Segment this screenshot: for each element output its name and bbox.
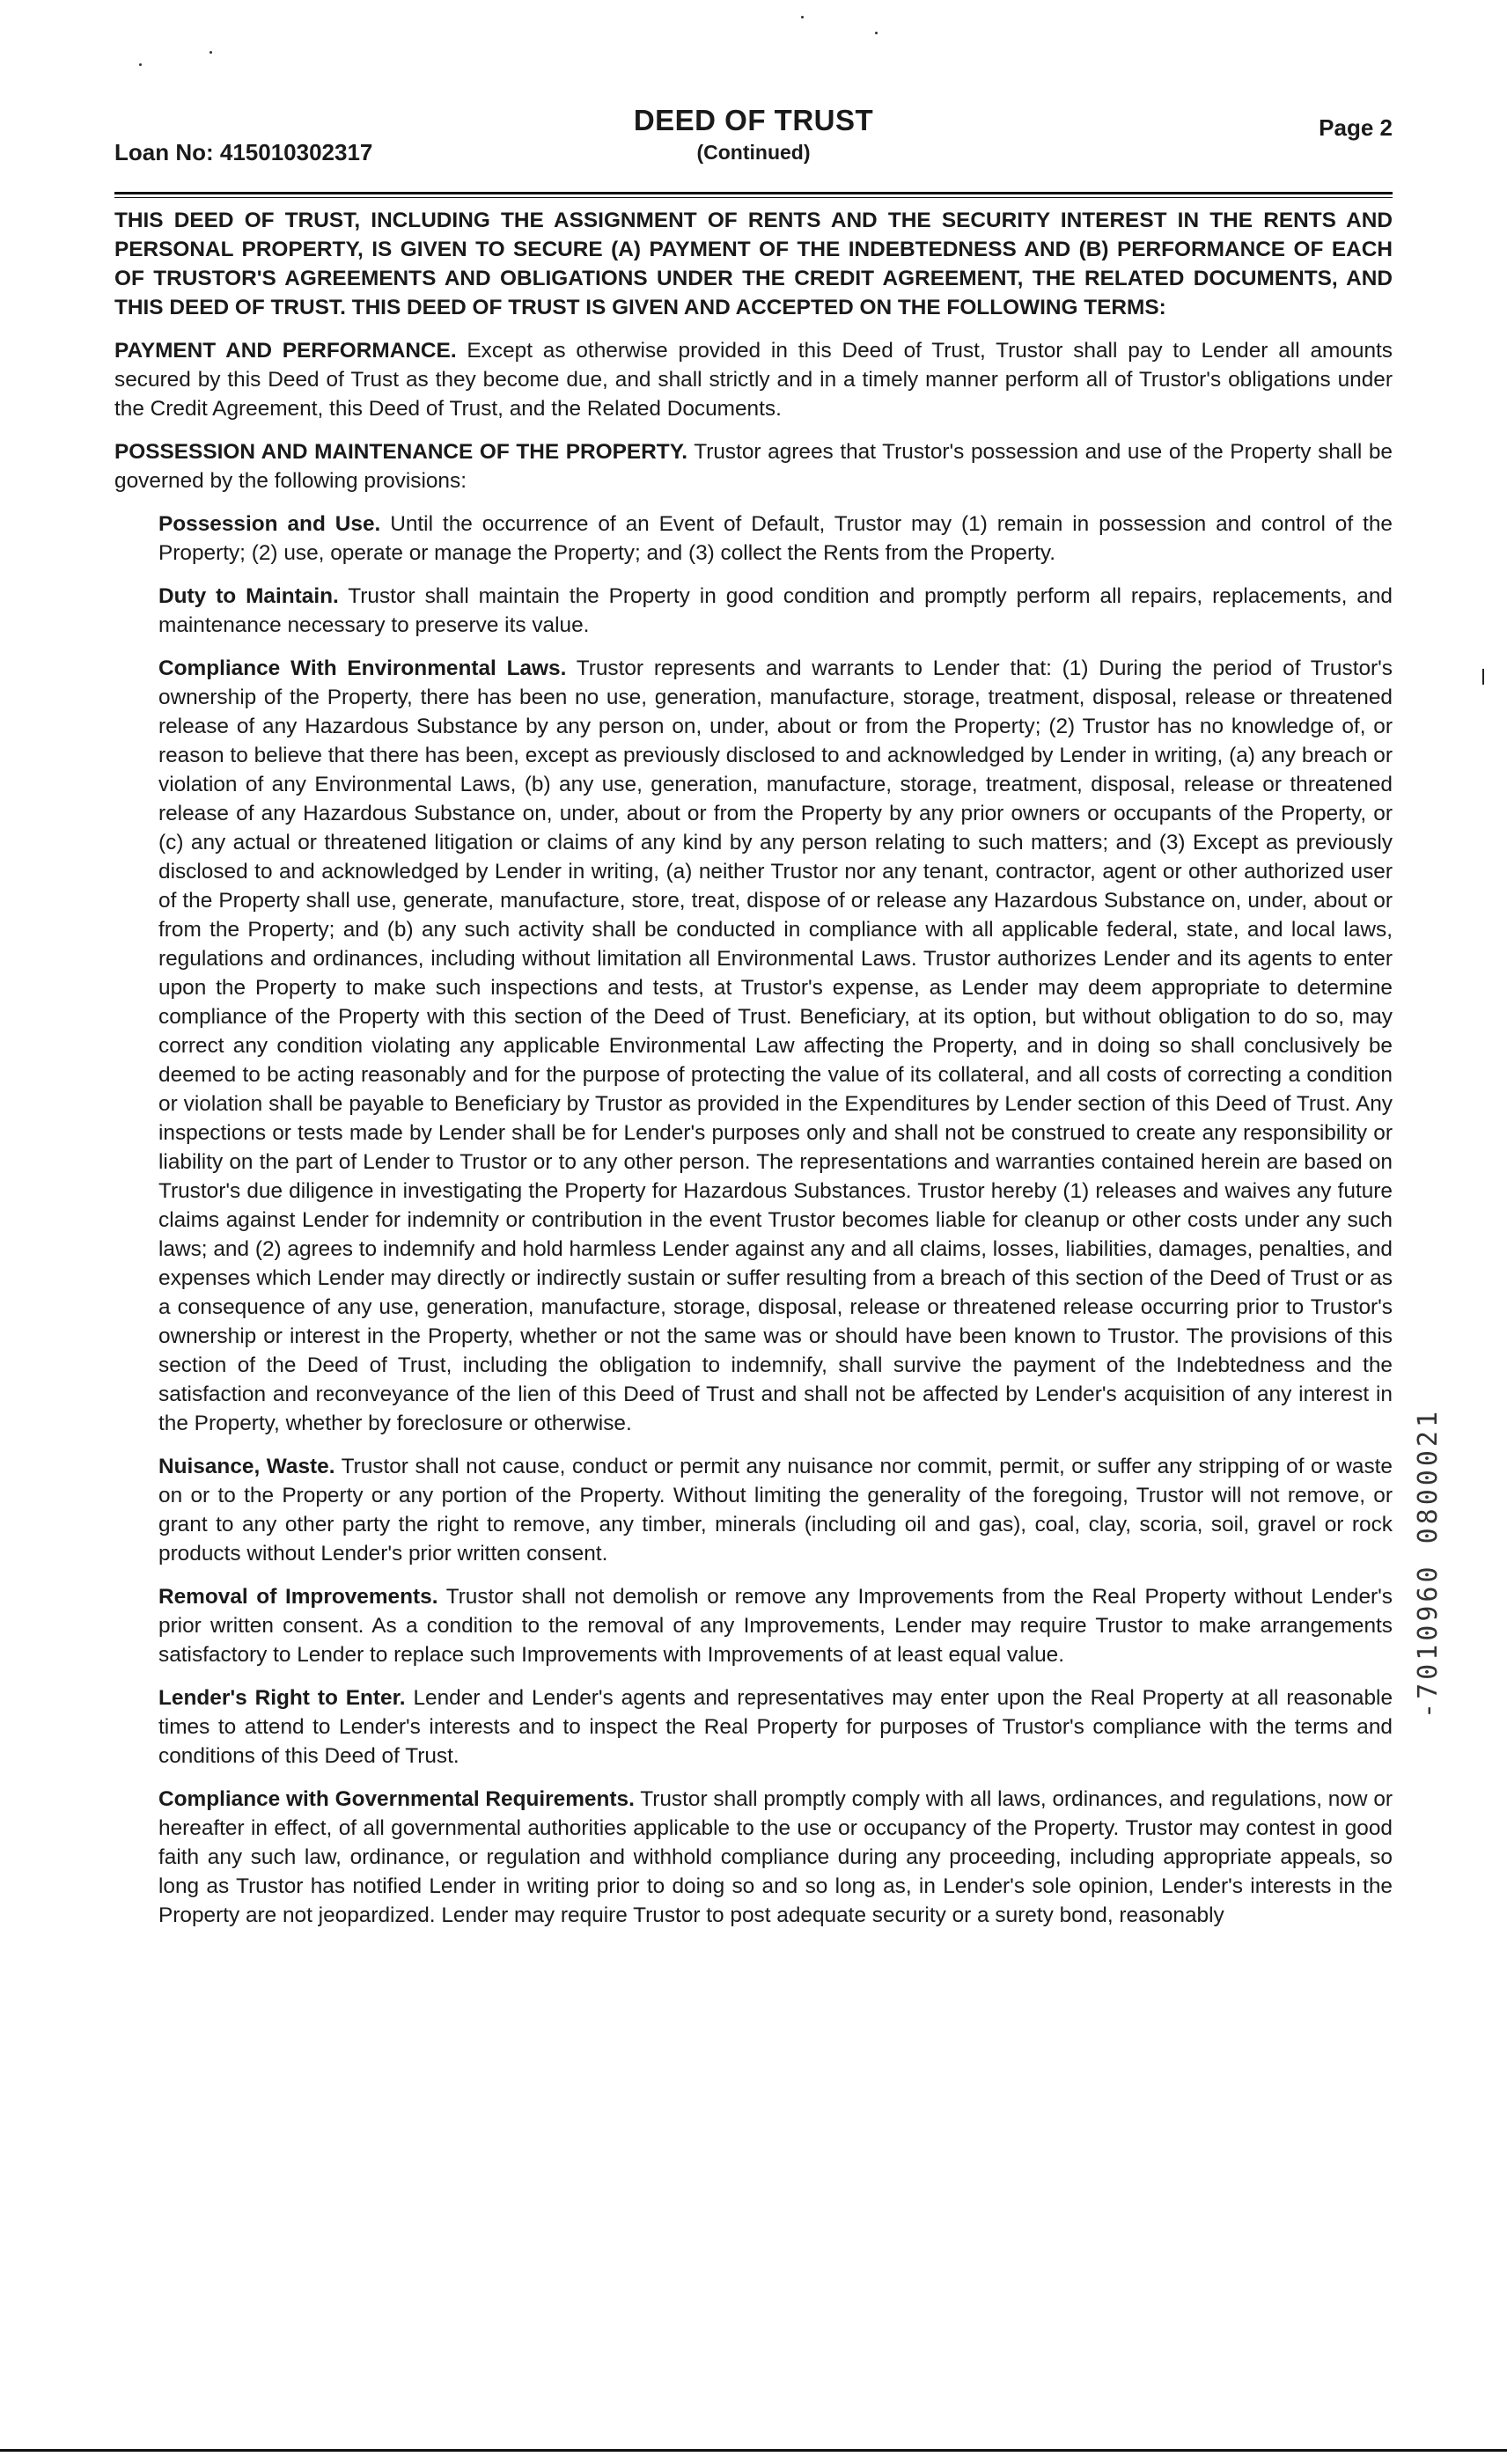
header-rule-thin [114,197,1393,198]
scan-speck [801,16,804,18]
recording-number-stamp: -7010960 0800021 [1413,1408,1444,1719]
subsection-heading: Possession and Use. [158,512,381,536]
section-text: Trustor agrees that Trustor's possession and use of the Property shall be governed by the following provisions: [114,440,1393,493]
page-bottom-rule [0,2449,1507,2452]
subsection-nuisance-waste [158,1452,1393,1568]
section-possession-maintenance [114,437,1393,495]
subsection-text: Trustor shall promptly comply with all laws, ordinances, and regulations, now or hereafter in effect, of all governmental authorities applicable to the use or occupancy of the Property. Trustor may contest in good faith any such law, ordinance, or regulation and withhold compliance during any proceeding, including appropriate appeals, so long as Trustor has notified Lender in writing prior to doing so and so long as, in Lender's sole opinion, Lender's interests in the Property are not jeopardized. Lender may require Trustor to post adequate security or a surety bond, reasonably [158,1787,1393,1927]
scan-speck [210,51,212,54]
section-text: Except as otherwise provided in this Deed of Trust, Trustor shall pay to Lender all amounts secured by this Deed of Trust as they become due, and shall strictly and in a timely manner perform all of Trustor's obligations under the Credit Agreement, this Deed of Trust, and the Related Documents. [114,339,1393,421]
document-title: DEED OF TRUST [633,104,874,136]
subsection-right-to-enter [158,1683,1393,1771]
subsection-heading: Nuisance, Waste. [158,1455,335,1478]
subsection-text: Trustor represents and warrants to Lender that: (1) During the period of Trustor's ownership of the Property, there has been no use, generation, manufacture, storage, treatment, disposal, release or threatened release of any Hazardous Substance by any person on, under, about or from the Property; (2) Trustor has no knowledge of, or reason to believe that there has been, except as previously disclosed to and acknowledged by Lender in writing, (a) any breach or violation of any Environmental Laws, (b) any use, generation, manufacture, storage, treatment, disposal, release or threatened release of any Hazardous Substance on, under, about or from the Property by any prior owners or occupants of the Property, or (c) any actual or threatened litigation or claims of any kind by any person relating to such matters; and (3) Except as previously disclosed to and acknowledged by Lender in writing, (a) neither Trustor nor any tenant, contractor, agent or other authorized user of the Property shall use, generate, manufacture, store, treat, dispose of or release any Hazardous Substance on, under, about or from the Property; and (b) any such activity shall be conducted in compliance with all applicable federal, state, and local laws, regulations and ordinances, including without limitation all Environmental Laws. Trustor authorizes Lender and its agents to enter upon the Property to make such inspections and tests, at Trustor's expense, as Lender may deem appropriate to determine compliance of the Property with this section of the Deed of Trust. Beneficiary, at its option, but without obligation to do so, may correct any condition violating any applicable Environmental Law affecting the Property, and in doing so shall conclusively be deemed to be acting reasonably and for the purpose of protecting the value of its collateral, and all costs of correcting a condition or violation shall be payable to Beneficiary by Trustor as provided in the Expenditures by Lender section of this Deed of Trust. Any inspections or tests made by Lender shall be for Lender's purposes only and shall not be construed to create any responsibility or liability on the part of Lender to Trustor or to any other person. The representations and warranties contained herein are based on Trustor's due diligence in investigating the Property for Hazardous Substances. Trustor hereby (1) releases and waives any future claims against Lender for indemnity or contribution in the event Trustor becomes liable for cleanup or other costs under any such laws; and (2) agrees to indemnify and hold harmless Lender against any and all claims, losses, liabilities, damages, penalties, and expenses which Lender may directly or indirectly sustain or suffer resulting from a breach of this section of the Deed of Trust or as a consequence of any use, generation, manufacture, storage, disposal, release or threatened release occurring prior to Trustor's ownership or interest in the Property, whether or not the same was or should have been known to Trustor. The provisions of this section of the Deed of Trust, including the obligation to indemnify, shall survive the payment of the Indebtedness and the satisfaction and reconveyance of the lien of this Deed of Trust and shall not be affected by Lender's acquisition of any interest in the Property, whether by foreclosure or otherwise. [158,656,1393,1435]
subsection-removal-of-improvements [158,1582,1393,1669]
page-number: Page 2 [1319,114,1393,141]
intro-paragraph: THIS DEED OF TRUST, INCLUDING THE ASSIGNMENT OF RENTS AND THE SECURITY INTEREST IN THE RENTS AND PERSONAL PROPERTY, IS GIVEN TO SECURE (A) PAYMENT OF THE INDEBTEDNESS AND (B) PERFORMANCE OF EACH OF TRUSTOR'S AGREEMENTS AND OBLIGATIONS UNDER THE CREDIT AGREEMENT, THE RELATED DOCUMENTS, AND THIS DEED OF TRUST. THIS DEED OF TRUST IS GIVEN AND ACCEPTED ON THE FOLLOWING TERMS: [114,209,1393,319]
subsection-heading: Compliance with Governmental Requirements. [158,1787,635,1811]
subsection-heading: Compliance With Environmental Laws. [158,656,567,680]
subsection-text: Trustor shall not cause, conduct or permit any nuisance nor commit, permit, or suffer any stripping of or waste on or to the Property or any portion of the Property. Without limiting the generality of the foregoing, Trustor will not remove, or grant to any other party the right to remove, any timber, minerals (including oil and gas), coal, clay, scoria, soil, gravel or rock products without Lender's prior written consent. [158,1455,1393,1566]
subsection-governmental-requirements [158,1785,1393,1930]
section-heading: POSSESSION AND MAINTENANCE OF THE PROPERTY. [114,440,688,464]
scan-speck [875,32,878,34]
subsection-text: Until the occurrence of an Event of Default, Trustor may (1) remain in possession and control of the Property; (2) use, operate or manage the Property; and (3) collect the Rents from the Property. [158,512,1393,565]
subsection-heading: Removal of Improvements. [158,1585,438,1609]
subsection-text: Trustor shall maintain the Property in good condition and promptly perform all repairs, replacements, and maintenance necessary to preserve its value. [158,584,1393,637]
loan-number: Loan No: 415010302317 [114,139,373,165]
subsection-duty-to-maintain [158,582,1393,640]
subsection-text: Trustor shall not demolish or remove any Improvements from the Real Property without Lender's prior written consent. As a condition to the removal of any Improvements, Lender may require Trustor to make arrangements satisfactory to Lender to replace such Improvements with Improvements of at least equal value. [158,1585,1393,1667]
document-subtitle: (Continued) [696,141,811,164]
subsection-heading: Lender's Right to Enter. [158,1686,406,1710]
document-body [114,204,1393,1930]
section-payment-performance [114,336,1393,423]
subsection-heading: Duty to Maintain. [158,584,339,608]
subsection-environmental-laws [158,654,1393,1438]
subsection-possession-and-use [158,510,1393,568]
title-block [114,104,1393,165]
scan-mark [1482,669,1484,685]
page-header [114,104,1393,174]
scan-speck [139,63,142,66]
section-heading: PAYMENT AND PERFORMANCE. [114,339,457,363]
subsection-text: Lender and Lender's agents and representatives may enter upon the Real Property at all reasonable times to attend to Lender's interests and to inspect the Real Property for purposes of Trustor's compliance with the terms and conditions of this Deed of Trust. [158,1686,1393,1768]
header-rule [114,192,1393,194]
